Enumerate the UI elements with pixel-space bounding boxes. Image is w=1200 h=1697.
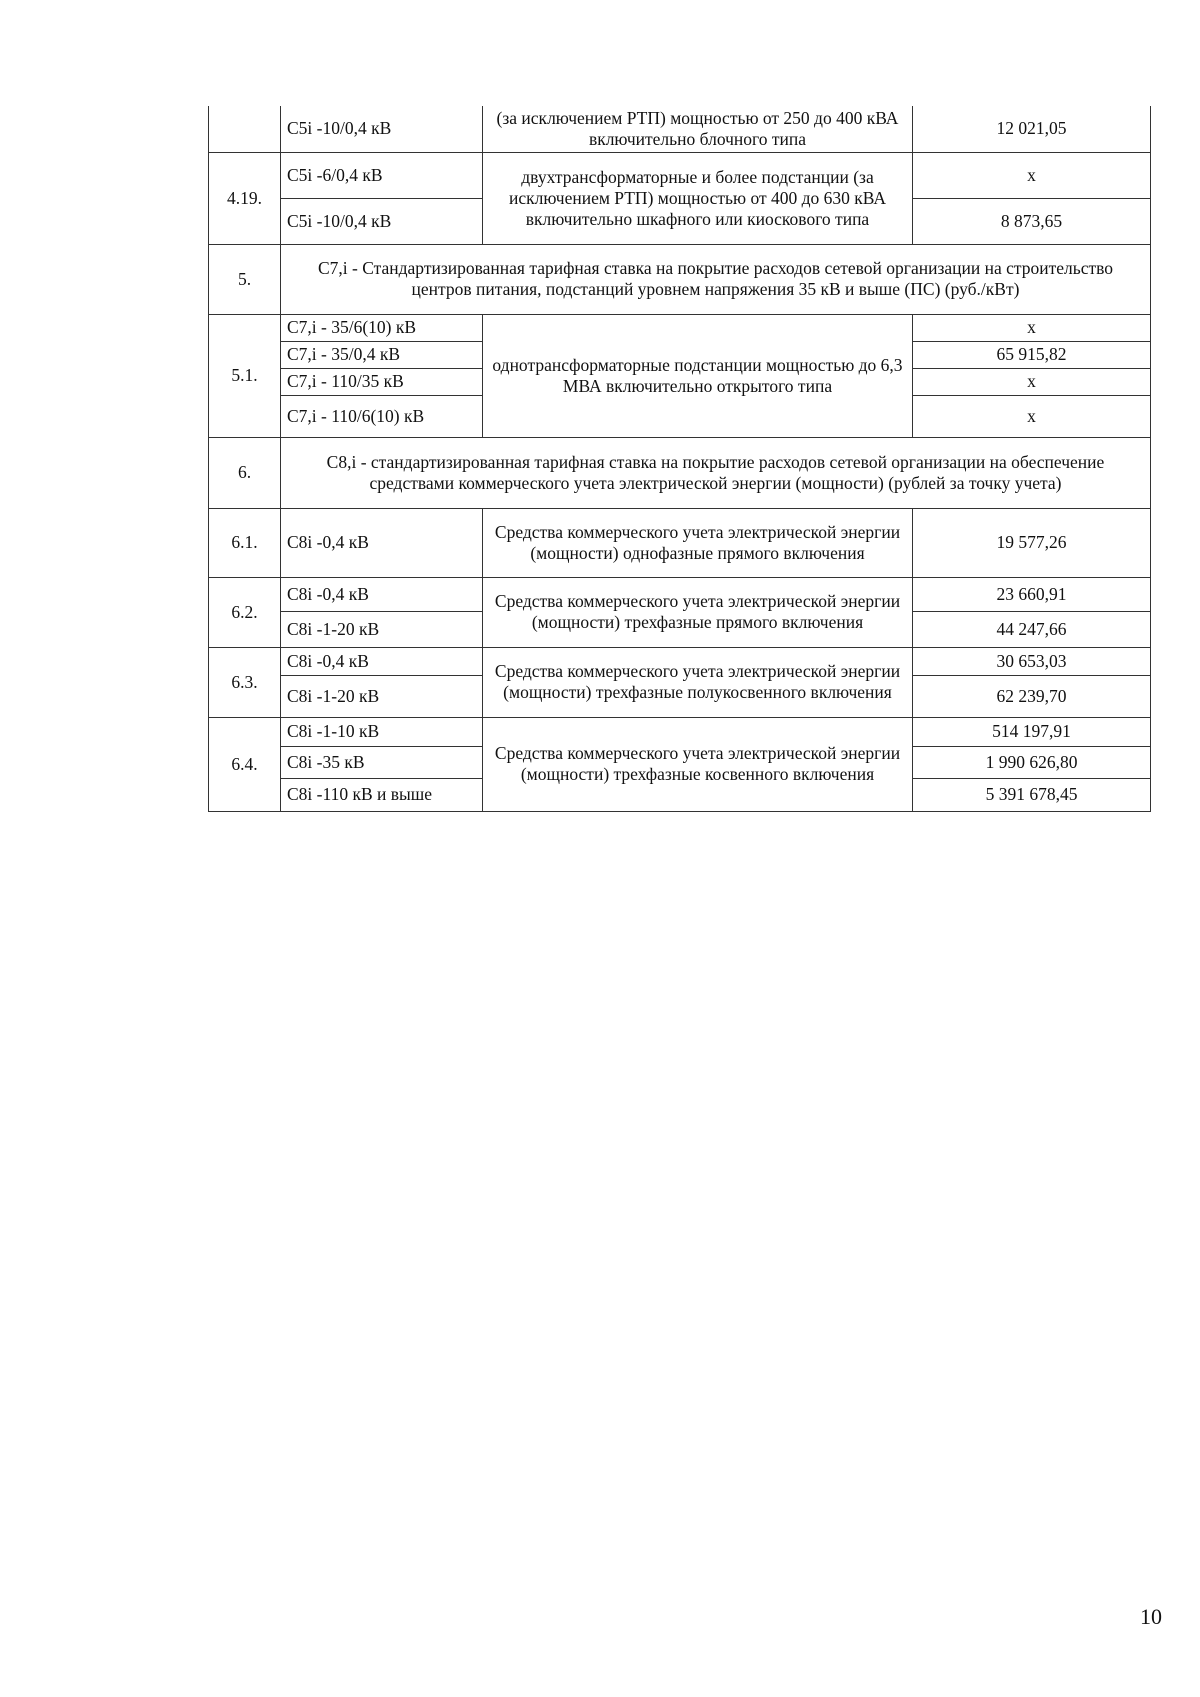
tariff-table [208,106,1151,812]
rate-code: С8i -110 кВ и выше [281,778,483,811]
row-number: 6.3. [209,647,281,717]
section-row [209,244,1151,314]
rate-code: C5i -10/0,4 кВ [281,198,483,244]
page-number: 10 [1140,1604,1162,1629]
row-number: 6.2. [209,577,281,647]
rate-value: 5 391 678,45 [913,778,1151,811]
rate-code: С8i -0,4 кВ [281,577,483,611]
table-row [209,577,1151,611]
table-row [209,314,1151,341]
rate-value: 12 021,05 [913,106,1151,152]
table-row [209,508,1151,577]
rate-code: С7,i - 35/6(10) кВ [281,314,483,341]
section-number: 5. [209,244,281,314]
rate-value: 8 873,65 [913,198,1151,244]
section-number: 6. [209,437,281,508]
rate-value: 65 915,82 [913,341,1151,368]
rate-value: 1 990 626,80 [913,746,1151,778]
row-number: 5.1. [209,314,281,437]
section-row [209,437,1151,508]
rate-value: 44 247,66 [913,611,1151,647]
rate-code: С8i -1-10 кВ [281,717,483,746]
rate-value: х [913,368,1151,395]
rate-code: С7,i - 110/35 кВ [281,368,483,395]
rate-description: Средства коммерческого учета электрической энергии (мощности) трехфазные полукосвенного включения [483,647,913,717]
table-row [209,647,1151,675]
rate-description: Средства коммерческого учета электрической энергии (мощности) однофазные прямого включения [483,508,913,577]
rate-code: С8i -1-20 кВ [281,611,483,647]
table-row [209,152,1151,198]
rate-code: С8i -35 кВ [281,746,483,778]
rate-code: С7,i - 35/0,4 кВ [281,341,483,368]
rate-value: 62 239,70 [913,675,1151,717]
rate-value: х [913,395,1151,437]
rate-code: С8i -0,4 кВ [281,647,483,675]
row-number: 4.19. [209,152,281,244]
rate-value: х [913,152,1151,198]
rate-value: х [913,314,1151,341]
section-heading: С8,i - стандартизированная тарифная ставка на покрытие расходов сетевой организации на обеспечение средствами коммерческого учета электрической энергии (мощности) (рублей за точку учета) [281,437,1151,508]
row-number: 6.1. [209,508,281,577]
section-heading: С7,i - Стандартизированная тарифная ставка на покрытие расходов сетевой организации на строительство центров питания, подстанций уровнем напряжения 35 кВ и выше (ПС) (руб./кВт) [281,244,1151,314]
rate-description: однотрансформаторные подстанции мощностью до 6,3 МВА включительно открытого типа [483,314,913,437]
rate-value: 23 660,91 [913,577,1151,611]
rate-description: двухтрансформаторные и более подстанции (за исключением РТП) мощностью от 400 до 630 кВА включительно шкафного или киоскового типа [483,152,913,244]
table-row [209,106,1151,152]
rate-value: 19 577,26 [913,508,1151,577]
table-row [209,717,1151,746]
rate-code: C5i -6/0,4 кВ [281,152,483,198]
rate-value: 30 653,03 [913,647,1151,675]
rate-code: C5i -10/0,4 кВ [281,106,483,152]
rate-code: С7,i - 110/6(10) кВ [281,395,483,437]
rate-description: (за исключением РТП) мощностью от 250 до 400 кВА включительно блочного типа [483,106,913,152]
row-number: 6.4. [209,717,281,811]
rate-description: Средства коммерческого учета электрической энергии (мощности) трехфазные прямого включения [483,577,913,647]
rate-code: С8i -0,4 кВ [281,508,483,577]
row-number [209,106,281,152]
rate-description: Средства коммерческого учета электрической энергии (мощности) трехфазные косвенного включения [483,717,913,811]
rate-value: 514 197,91 [913,717,1151,746]
rate-code: С8i -1-20 кВ [281,675,483,717]
